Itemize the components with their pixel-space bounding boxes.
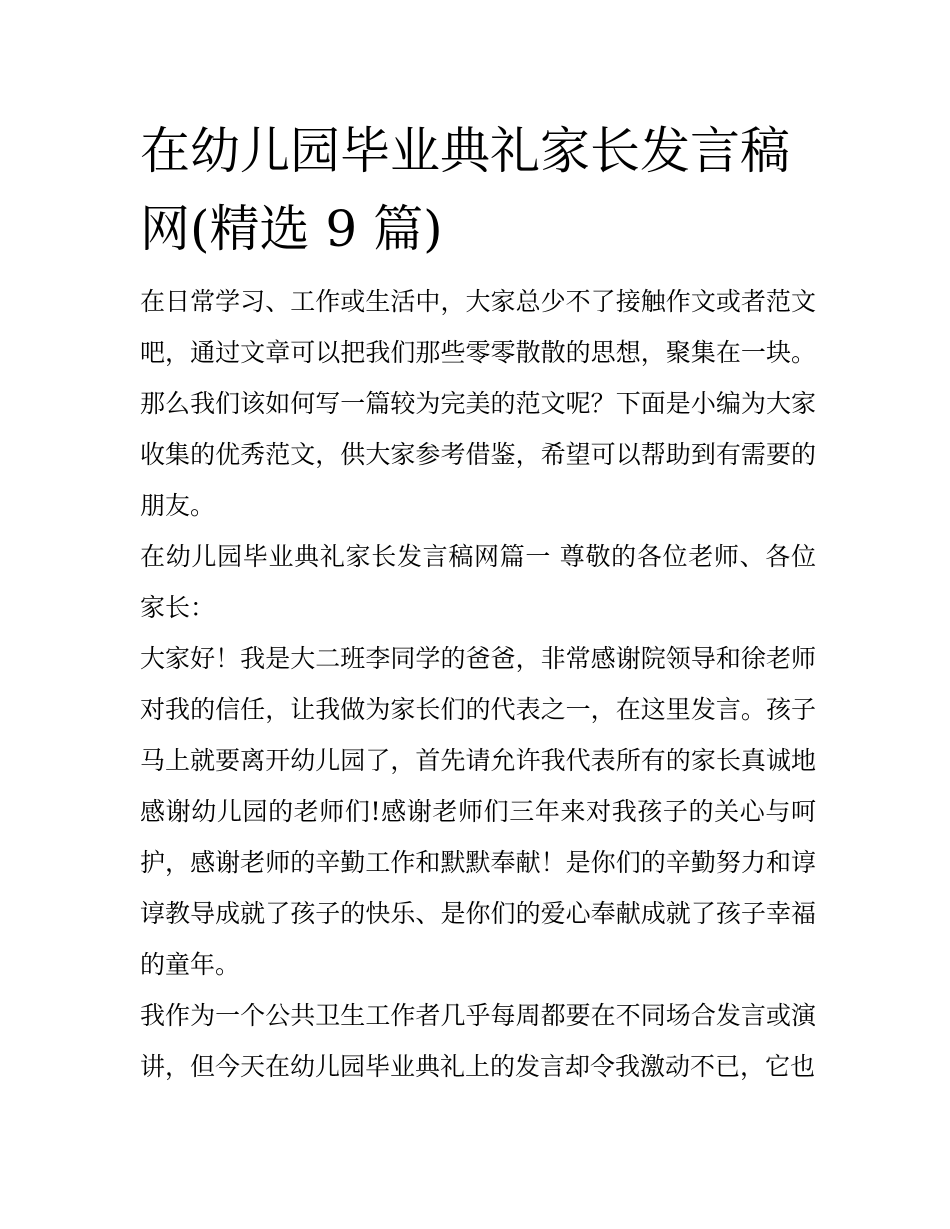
paragraph-intro: 在日常学习、工作或生活中，大家总少不了接触作文或者范文吧，通过文章可以把我们那些零零散散的思想，聚集在一块。那么我们该如何写一篇较为完美的范文呢？下面是小编为大家收集的优秀范文，供大家参考借鉴，希望可以帮助到有需要的朋友。 — [140, 287, 816, 520]
paragraph-section-heading: 在幼儿园毕业典礼家长发言稿网篇一 尊敬的各位老师、各位家长： — [140, 542, 816, 622]
paragraph-continuation: 我作为一个公共卫生工作者几乎每周都要在不同场合发言或演讲，但今天在幼儿园毕业典礼上的发言却令我激动不已，它也 — [140, 1001, 816, 1081]
document-title: 在幼儿园毕业典礼家长发言稿网(精选 9 篇) — [140, 122, 790, 258]
paragraph-greeting: 大家好！我是大二班李同学的爸爸，非常感谢院领导和徐老师对我的信任，让我做为家长们的代表之一，在这里发言。孩子马上就要离开幼儿园了，首先请允许我代表所有的家长真诚地感谢幼儿园的老师们!感谢老师们三年来对我孩子的关心与呵护，感谢老师的辛勤工作和默默奉献！是你们的辛勤努力和谆谆教导成就了孩子的快乐、是你们的爱心奉献成就了孩子幸福的童年。 — [140, 644, 816, 979]
document-body — [140, 276, 816, 1092]
